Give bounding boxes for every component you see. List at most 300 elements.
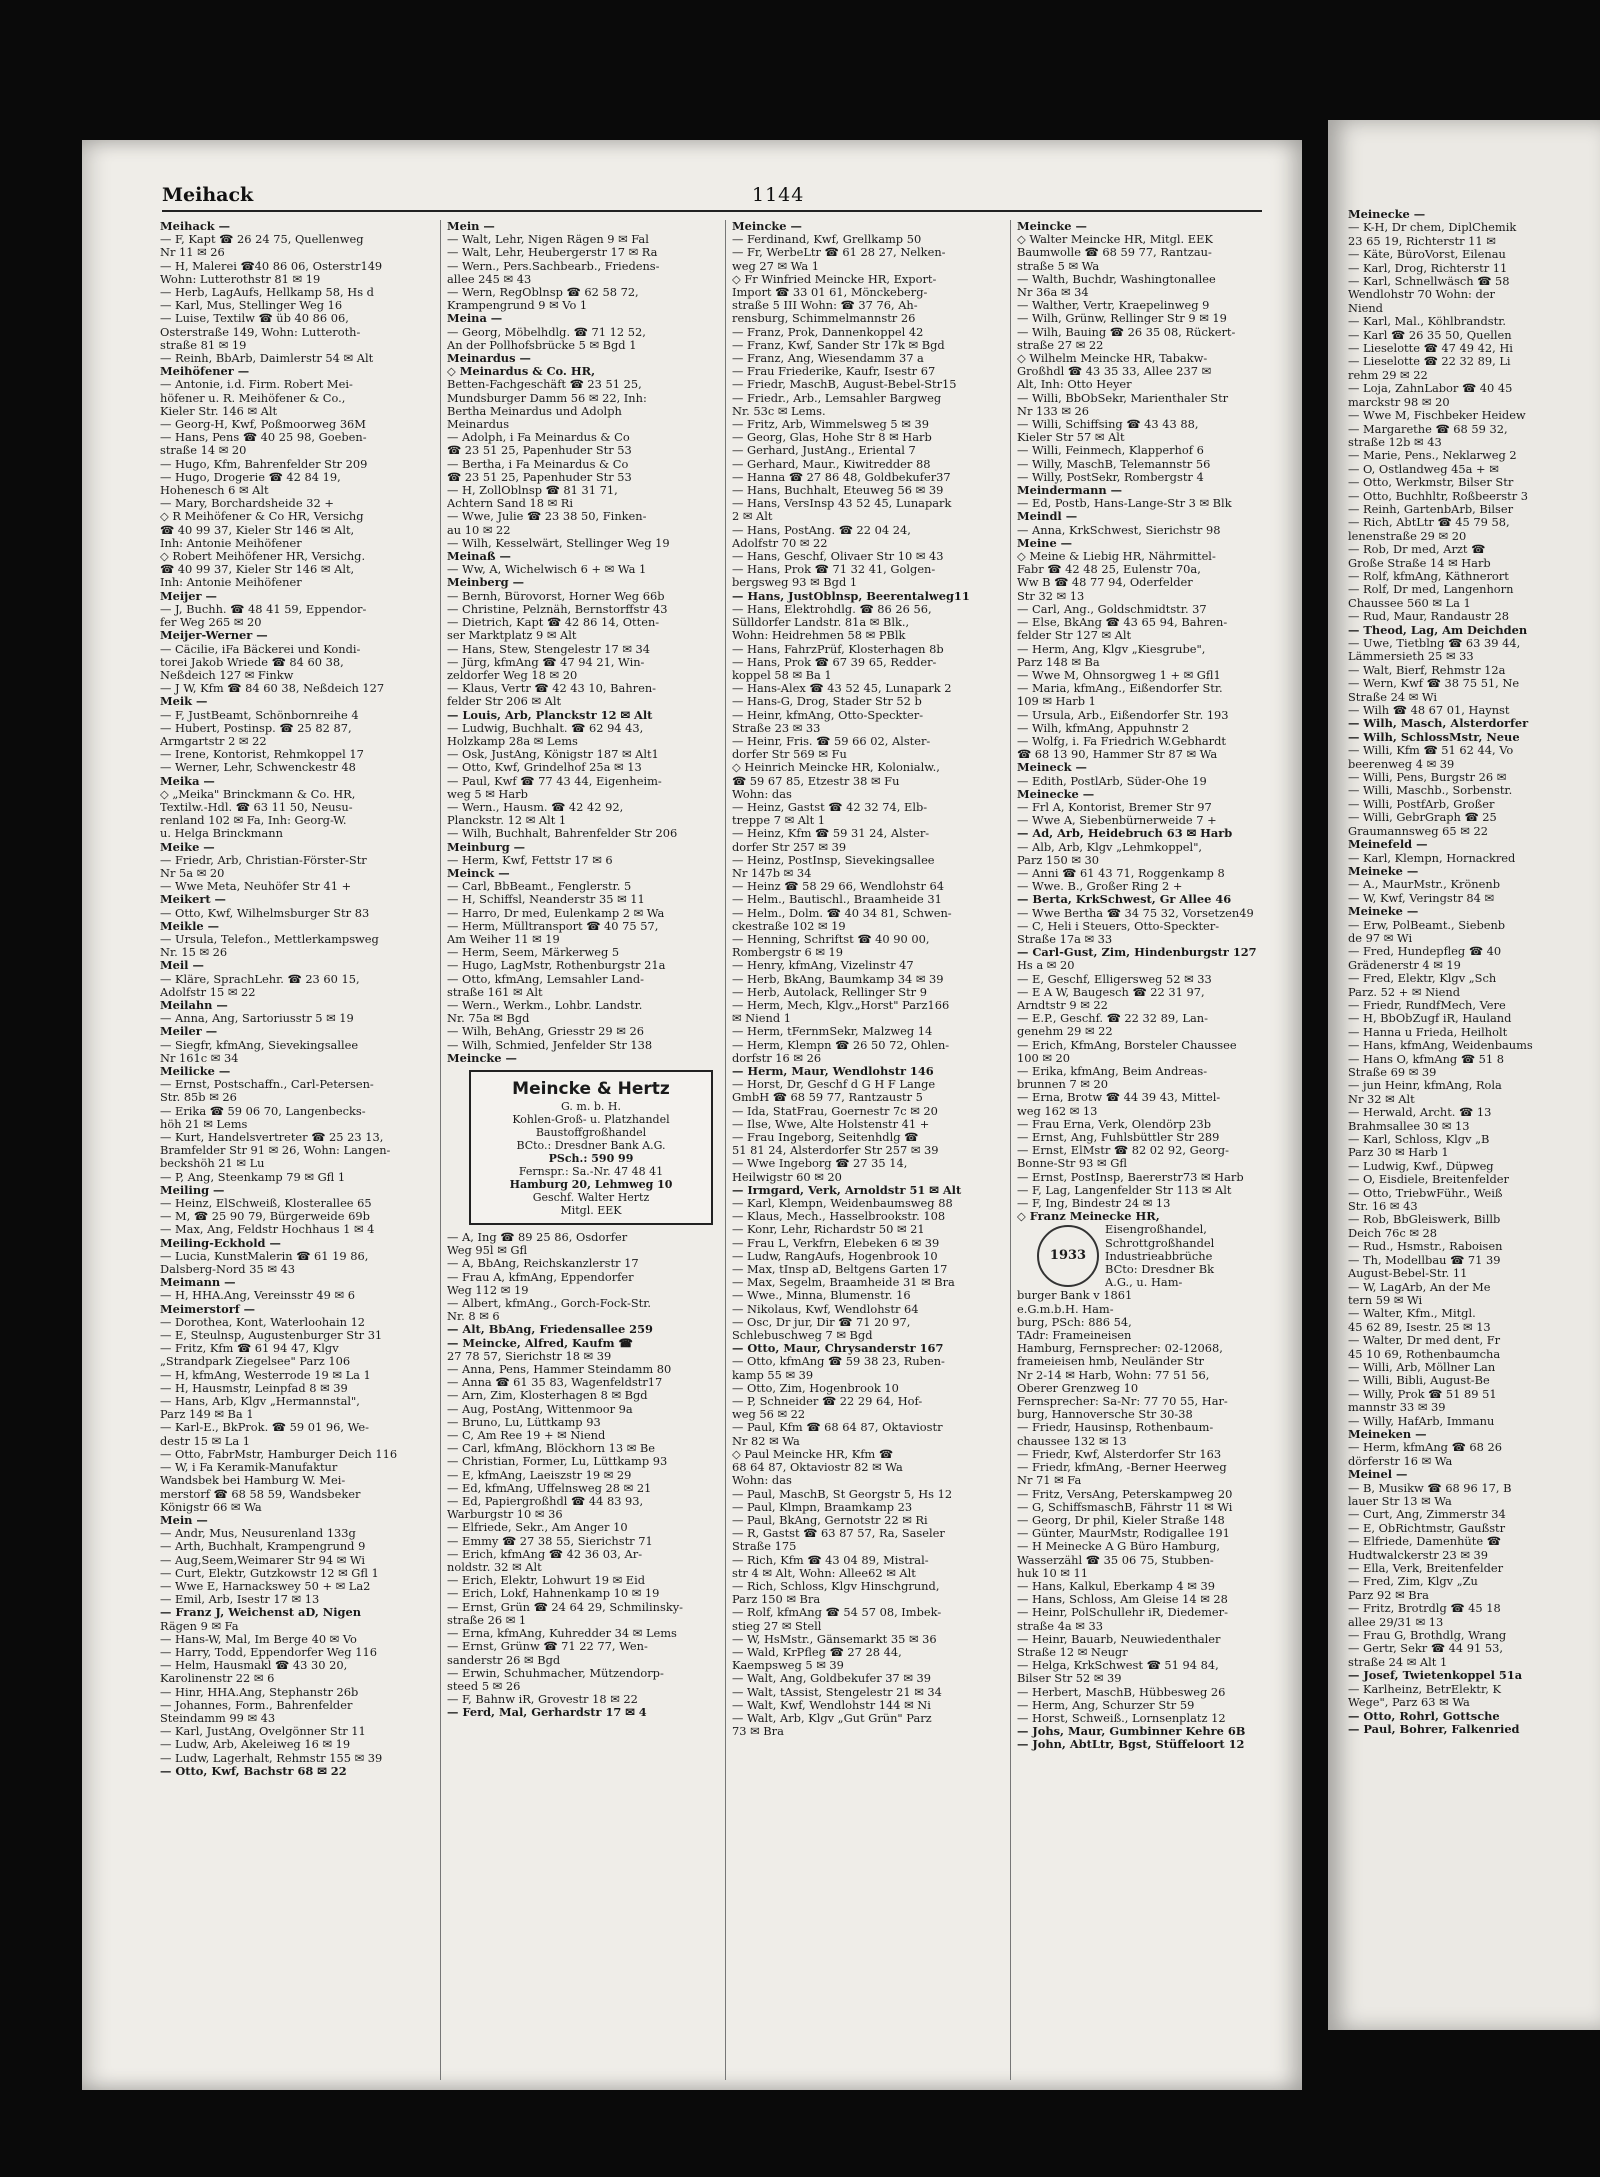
directory-entry: — Wwe M, Ohnsorgweg 1 + ✉ Gfl1 bbox=[1017, 668, 1221, 682]
directory-entry: — Klaus, Mech., Hasselbrookstr. 108 bbox=[732, 1210, 946, 1224]
directory-entry: 23 65 19, Richterstr 11 ✉ bbox=[1348, 234, 1496, 248]
directory-entry: — Karl, Klempn, Weidenbaumsweg 88 bbox=[732, 1197, 953, 1211]
directory-entry: — Max, Ang, Feldstr Hochhaus 1 ✉ 4 bbox=[160, 1223, 375, 1237]
directory-entry: — Otto, Kwf, Wilhelmsburger Str 83 bbox=[160, 906, 370, 920]
directory-entry: — E, Geschf, Elligersweg 52 ✉ 33 bbox=[1017, 972, 1212, 986]
directory-entry: brunnen 7 ✉ 20 bbox=[1017, 1078, 1108, 1092]
directory-entry: Nr 2-14 ✉ Harb, Wohn: 77 51 56, bbox=[1017, 1368, 1210, 1382]
directory-entry: — Rud, Maur, Randaustr 28 bbox=[1348, 610, 1510, 624]
directory-entry: — Willi, Bibli, August-Be bbox=[1348, 1374, 1490, 1388]
directory-entry: — Friedr., Arb., Lemsahler Bargweg bbox=[732, 391, 942, 405]
directory-entry: — C, Am Ree 19 + ✉ Niend bbox=[447, 1429, 606, 1443]
directory-entry: Inh: Antonie Meihöfener bbox=[160, 576, 302, 590]
directory-entry: Nr. 15 ✉ 26 bbox=[160, 946, 228, 960]
directory-entry: — Uwe, Tietblng ☎ 63 39 44, bbox=[1348, 637, 1521, 650]
column-4-entries bbox=[1017, 220, 1289, 1223]
directory-entry: höfener u. R. Meihöfener & Co., bbox=[160, 391, 346, 405]
directory-entry: — Erich, KfmAng, Borsteler Chaussee bbox=[1017, 1038, 1237, 1052]
directory-entry: zeldorfer Weg 18 ✉ 20 bbox=[447, 668, 578, 682]
directory-entry: — Ernst, Grün ☎ 24 64 29, Schmilinsky- bbox=[447, 1600, 683, 1614]
directory-entry: — Karlheinz, BetrElektr, K bbox=[1348, 1682, 1501, 1696]
directory-entry: — Dietrich, Kapt ☎ 42 86 14, Otten- bbox=[447, 616, 660, 630]
directory-entry: — Willi, Schiffsing ☎ 43 43 88, bbox=[1017, 418, 1199, 432]
directory-entry: — Herm, Maur, Wendlohstr 146 bbox=[732, 1065, 934, 1078]
directory-entry: — Rich, AbtLtr ☎ 45 79 58, bbox=[1348, 516, 1510, 530]
directory-entry: Textilw.-Hdl. ☎ 63 11 50, Neusu- bbox=[160, 800, 353, 814]
directory-entry: Parz 150 ✉ 30 bbox=[1017, 853, 1100, 867]
directory-entry: — Franz, Kwf, Sander Str 17k ✉ Bgd bbox=[732, 338, 945, 352]
directory-entry: Wasserzähl ☎ 35 06 75, Stubben- bbox=[1017, 1553, 1214, 1567]
directory-entry: — Hans, Schloss, Am Gleise 14 ✉ 28 bbox=[1017, 1593, 1228, 1607]
directory-entry: Meincke — bbox=[447, 1051, 517, 1065]
directory-entry: — Wern., Werkm., Lohbr. Landstr. bbox=[447, 998, 643, 1012]
directory-entry: — Christian, Former, Lu, Lüttkamp 93 bbox=[447, 1455, 668, 1469]
directory-entry: — Herm, Ang, Klgv „Kiesgrube", bbox=[1017, 642, 1206, 656]
directory-entry: ◇ Fr Winfried Meincke HR, Export- bbox=[732, 272, 937, 286]
directory-entry: — Ernst, Postschaffn., Carl-Petersen- bbox=[160, 1078, 374, 1092]
directory-entry: — Rud., Hsmstr., Raboisen bbox=[1348, 1240, 1503, 1254]
directory-entry: — Hans, Prok ☎ 71 32 41, Golgen- bbox=[732, 563, 936, 577]
directory-entry: — F, Bahnw iR, Grovestr 18 ✉ 22 bbox=[447, 1693, 638, 1707]
directory-entry: — Hans, VersInsp 43 52 45, Lunapark bbox=[732, 497, 952, 511]
directory-entry: Meineke — bbox=[1348, 905, 1419, 919]
directory-entry: ☎ 40 99 37, Kieler Str 146 ✉ Alt, bbox=[160, 523, 355, 537]
directory-entry: — Christine, Pelznäh, Bernstorffstr 43 bbox=[447, 602, 668, 616]
directory-entry: ✉ Niend 1 bbox=[732, 1012, 792, 1026]
directory-entry: — Werner, Lehr, Schwenckestr 48 bbox=[160, 761, 356, 775]
directory-entry: — Georg, Glas, Hohe Str 8 ✉ Harb bbox=[732, 431, 932, 445]
directory-entry: Meindermann — bbox=[1017, 484, 1123, 498]
directory-entry: — Otto, Zim, Hogenbrook 10 bbox=[732, 1381, 899, 1395]
directory-entry: Nr 11 ✉ 26 bbox=[160, 246, 225, 260]
directory-entry: — Willi, Maschb., Sorbenstr. bbox=[1348, 784, 1513, 798]
directory-entry: — Ludw, Arb, Akeleiweg 16 ✉ 19 bbox=[160, 1738, 351, 1752]
directory-entry: straße 24 ✉ Alt 1 bbox=[1348, 1655, 1448, 1669]
directory-entry: Holzkamp 28a ✉ Lems bbox=[447, 734, 578, 748]
directory-entry: Meineck — bbox=[1017, 761, 1087, 775]
directory-entry: — Ernst, Ang, Fuhlsbüttler Str 289 bbox=[1017, 1131, 1220, 1145]
directory-entry: — Paul, Bohrer, Falkenried bbox=[1348, 1722, 1520, 1736]
directory-entry: 109 ✉ Harb 1 bbox=[1017, 695, 1096, 709]
directory-entry: weg 162 ✉ 13 bbox=[1017, 1104, 1098, 1118]
directory-entry: Königstr 66 ✉ Wa bbox=[160, 1500, 262, 1514]
directory-entry: — Wald, KrPfleg ☎ 27 28 44, bbox=[732, 1645, 902, 1659]
directory-entry: 68 64 87, Oktaviostr 82 ✉ Wa bbox=[732, 1461, 903, 1475]
directory-entry: — Rolf, Dr med, Langenhorn bbox=[1348, 583, 1514, 597]
directory-entry: — Wilh, Bauing ☎ 26 35 08, Rückert- bbox=[1017, 325, 1236, 339]
company-seal: 1933 bbox=[1037, 1225, 1099, 1287]
directory-entry: — Fred, Zim, Klgv „Zu bbox=[1348, 1575, 1478, 1589]
directory-entry: — Anna, Pens, Hammer Steindamm 80 bbox=[447, 1363, 672, 1377]
directory-entry: — Reinh, GartenbArb, Bilser bbox=[1348, 502, 1514, 516]
directory-entry: — Siegfr, kfmAng, Sievekingsallee bbox=[160, 1038, 359, 1052]
directory-entry: straße 12b ✉ 43 bbox=[1348, 435, 1442, 449]
directory-entry: — Fr, WerbeLtr ☎ 61 28 27, Nelken- bbox=[732, 246, 946, 260]
directory-entry: Wohn: das bbox=[732, 787, 792, 801]
directory-entry: — Anna, KrkSchwest, Sierichstr 98 bbox=[1017, 523, 1221, 537]
directory-entry: — Hans O, kfmAng ☎ 51 8 bbox=[1348, 1052, 1505, 1066]
directory-entry: — Georg-H, Kwf, Poßmoorweg 36M bbox=[160, 418, 366, 432]
directory-entry: — Johs, Maur, Gumbinner Kehre 6B bbox=[1017, 1725, 1246, 1739]
directory-entry: Parz 92 ✉ Bra bbox=[1348, 1588, 1429, 1602]
directory-entry: — Mary, Borchardsheide 32 + bbox=[160, 497, 334, 511]
directory-entry: — Arn, Zim, Klosterhagen 8 ✉ Bgd bbox=[447, 1389, 648, 1403]
directory-entry: 27 78 57, Sierichstr 18 ✉ 39 bbox=[447, 1349, 612, 1363]
directory-entry: — Paul, BkAng, Gernotstr 22 ✉ Ri bbox=[732, 1513, 928, 1527]
directory-entry: — Hugo, Drogerie ☎ 42 84 19, bbox=[160, 470, 341, 484]
directory-entry: — Albert, kfmAng., Gorch-Fock-Str. bbox=[447, 1297, 652, 1311]
directory-entry: — John, AbtLtr, Bgst, Stüffeloort 12 bbox=[1017, 1738, 1245, 1752]
directory-entry: — Heinz, PostInsp, Sievekingsallee bbox=[732, 853, 935, 867]
directory-entry: ☎ 59 67 85, Etzestr 38 ✉ Fu bbox=[732, 774, 900, 788]
directory-entry: — Aug, PostAng, Wittenmoor 9a bbox=[447, 1402, 633, 1416]
directory-entry: Arndtstr 9 ✉ 22 bbox=[1017, 998, 1108, 1012]
directory-entry: — Karl, Schnellwäsch ☎ 58 bbox=[1348, 275, 1510, 289]
directory-entry: — W, i Fa Keramik-Manufaktur bbox=[160, 1461, 338, 1475]
directory-entry: Warburgstr 10 ✉ 36 bbox=[447, 1508, 563, 1522]
directory-entry: — Heinz, Kfm ☎ 59 31 24, Alster- bbox=[732, 827, 930, 841]
directory-entry: ◇ Meinardus & Co. HR, bbox=[447, 365, 596, 379]
directory-entry: — Rob, Dr med, Arzt ☎ bbox=[1348, 543, 1486, 557]
directory-entry: Neßdeich 127 ✉ Finkw bbox=[160, 668, 294, 682]
directory-entry: — Otto, Kwf, Bachstr 68 ✉ 22 bbox=[160, 1764, 347, 1778]
directory-entry: Nr 161c ✉ 34 bbox=[160, 1051, 239, 1065]
directory-entry: — H, BbObZugf iR, Hauland bbox=[1348, 1012, 1512, 1026]
directory-entry: — Wilh, Masch, Alsterdorfer bbox=[1348, 717, 1529, 731]
directory-entry: — Carl, Ang., Goldschmidtstr. 37 bbox=[1017, 602, 1207, 616]
directory-entry: Str. 85b ✉ 26 bbox=[160, 1091, 237, 1105]
directory-entry: — Margarethe ☎ 68 59 32, bbox=[1348, 422, 1508, 436]
directory-entry: — Karl, JustAng, Ovelgönner Str 11 bbox=[160, 1725, 366, 1739]
directory-entry: — Elfriede, Damenhüte ☎ bbox=[1348, 1535, 1501, 1549]
directory-entry: — Rolf, kfmAng, Käthnerort bbox=[1348, 569, 1509, 583]
directory-entry: Bramfelder Str 91 ✉ 26, Wohn: Langen- bbox=[160, 1144, 391, 1158]
directory-entry: Mein — bbox=[447, 220, 495, 233]
directory-entry: — Hans, FahrzPrüf, Klosterhagen 8b bbox=[732, 642, 944, 656]
directory-entry: — Günter, MaurMstr, Rodigallee 191 bbox=[1017, 1527, 1230, 1541]
directory-entry: — Herwald, Archt. ☎ 13 bbox=[1348, 1106, 1492, 1120]
directory-entry: renland 102 ✉ Fa, Inh: Georg-W. bbox=[160, 814, 347, 828]
directory-entry: — Horst, Dr, Geschf d G H F Lange bbox=[732, 1078, 936, 1092]
directory-entry: frameieisen hmb, Neuländer Str bbox=[1017, 1355, 1204, 1369]
directory-entry: — Willi, GebrGraph ☎ 25 bbox=[1348, 811, 1497, 825]
column-4-entries-cont bbox=[1017, 1223, 1289, 1751]
directory-entry: — Wwe. B., Großer Ring 2 + bbox=[1017, 880, 1183, 894]
directory-entry: Meinaß — bbox=[447, 550, 511, 564]
directory-entry: Grädenerstr 4 ✉ 19 bbox=[1348, 958, 1461, 972]
directory-entry: — Erwin, Schuhmacher, Mützendorp- bbox=[447, 1666, 664, 1680]
directory-entry: ◇ Heinrich Meincke HR, Kolonialw., bbox=[732, 761, 940, 775]
directory-entry: — Hanna ☎ 27 86 48, Goldbekufer37 bbox=[732, 470, 951, 484]
directory-entry: Planckstr. 12 ✉ Alt 1 bbox=[447, 814, 567, 828]
directory-entry: — Klaus, Vertr ☎ 42 43 10, Bahren- bbox=[447, 682, 657, 696]
directory-entry: Wandsbek bei Hamburg W. Mei- bbox=[160, 1474, 346, 1488]
directory-entry: — O, Ostlandweg 45a + ✉ bbox=[1348, 462, 1499, 476]
directory-entry: koppel 58 ✉ Ba 1 bbox=[732, 668, 832, 682]
directory-entry: Brahmsallee 30 ✉ 13 bbox=[1348, 1119, 1470, 1133]
directory-entry: — Erich, Lokf, Hahnenkamp 10 ✉ 19 bbox=[447, 1587, 660, 1601]
directory-entry: rensburg, Schimmelmannstr 26 bbox=[732, 312, 916, 326]
directory-entry: — Ernst, Grünw ☎ 71 22 77, Wen- bbox=[447, 1640, 648, 1654]
directory-entry: — Herm, Ang, Schurzer Str 59 bbox=[1017, 1698, 1195, 1712]
directory-entry: Weg 112 ✉ 19 bbox=[447, 1283, 529, 1297]
directory-entry: — F, Ing, Bindestr 24 ✉ 13 bbox=[1017, 1197, 1171, 1211]
directory-entry: Kieler Str. 146 ✉ Alt bbox=[160, 404, 278, 418]
directory-entry: — H, HHA.Ang, Vereinsstr 49 ✉ 6 bbox=[160, 1289, 355, 1303]
ad-line: Fernspr.: Sa.-Nr. 47 48 41 bbox=[518, 1165, 664, 1178]
directory-entry: Industrieabbrüche bbox=[1105, 1249, 1213, 1263]
directory-entry: — Wilh, Schmied, Jenfelder Str 138 bbox=[447, 1038, 653, 1052]
directory-entry: dorfer Str 569 ✉ Fu bbox=[732, 748, 847, 762]
directory-entry: — Wilh, kfmAng, Appuhnstr 2 bbox=[1017, 721, 1189, 735]
directory-entry: ser Marktplatz 9 ✉ Alt bbox=[447, 629, 577, 643]
directory-entry: — Willi, BbObSekr, Marienthaler Str bbox=[1017, 391, 1229, 405]
directory-entry: — Heinz, ElSchweiß, Klosterallee 65 bbox=[160, 1197, 372, 1211]
directory-entry: — Carl-Gust, Zim, Hindenburgstr 127 bbox=[1017, 946, 1257, 960]
directory-entry: Steindamm 99 ✉ 43 bbox=[160, 1711, 276, 1725]
directory-entry: — E.P., Geschf. ☎ 22 32 89, Lan- bbox=[1017, 1012, 1208, 1026]
directory-entry: — M, ☎ 25 90 79, Bürgerweide 69b bbox=[160, 1210, 370, 1224]
directory-entry: Meinecke — bbox=[1017, 787, 1095, 801]
directory-entry: Fernsprecher: Sa-Nr: 77 70 55, Har- bbox=[1017, 1395, 1228, 1409]
directory-entry: — Walt, Lehr, Heubergerstr 17 ✉ Ra bbox=[447, 246, 658, 260]
directory-entry: — Ed, kfmAng, Uffelnsweg 28 ✉ 21 bbox=[447, 1481, 652, 1495]
directory-entry: — Irene, Kontorist, Rehmkoppel 17 bbox=[160, 748, 364, 762]
directory-entry: Hamburg, Fernsprecher: 02-12068, bbox=[1017, 1342, 1223, 1356]
directory-entry: — Marie, Pens., Neklarweg 2 bbox=[1348, 449, 1517, 463]
directory-entry: — Antonie, i.d. Firm. Robert Mei- bbox=[160, 378, 353, 392]
directory-entry: — Walter, Kfm., Mitgl. bbox=[1348, 1307, 1476, 1321]
directory-entry: ◇ Walter Meincke HR, Mitgl. EEK bbox=[1017, 233, 1213, 247]
directory-entry: — Heinz ☎ 58 29 66, Wendlohstr 64 bbox=[732, 880, 945, 894]
column-3 bbox=[725, 220, 1004, 2080]
directory-entry: Meike — bbox=[160, 840, 215, 854]
directory-entry: — Hans, Elektrohdlg. ☎ 86 26 56, bbox=[732, 602, 932, 616]
directory-entry: — Ferd, Mal, Gerhardstr 17 ✉ 4 bbox=[447, 1706, 647, 1720]
directory-entry: 51 81 24, Alsterdorfer Str 257 ✉ 39 bbox=[732, 1144, 939, 1158]
directory-entry: — Erich, Elektr, Lohwurt 19 ✉ Eid bbox=[447, 1574, 646, 1588]
directory-entry: Meina — bbox=[447, 312, 503, 326]
directory-entry: Lämmersieth 25 ✉ 33 bbox=[1348, 650, 1474, 664]
directory-entry: A.G., u. Ham- bbox=[1105, 1276, 1183, 1290]
directory-entry: torei Jakob Wriede ☎ 84 60 38, bbox=[160, 655, 344, 669]
directory-entry: — Theod, Lag, Am Deichden bbox=[1348, 623, 1528, 637]
directory-entry: Meineken — bbox=[1348, 1427, 1427, 1441]
directory-entry: Graumannsweg 65 ✉ 22 bbox=[1348, 824, 1488, 838]
directory-entry: — Hans, Stew, Stengelestr 17 ✉ 34 bbox=[447, 642, 651, 656]
directory-entry: Meiler — bbox=[160, 1025, 218, 1039]
directory-entry: mannstr 33 ✉ 39 bbox=[1348, 1401, 1446, 1415]
directory-entry: An der Pollhofsbrücke 5 ✉ Bgd 1 bbox=[447, 338, 637, 352]
directory-entry: Parz 149 ✉ Ba 1 bbox=[160, 1408, 254, 1422]
directory-entry: — Friedr, MaschB, August-Bebel-Str15 bbox=[732, 378, 957, 392]
directory-entry: — Heinr, Bauarb, Neuwiedenthaler bbox=[1017, 1632, 1221, 1646]
directory-entry: — Wilh, Kesselwärt, Stellinger Weg 19 bbox=[447, 536, 670, 550]
directory-entry: Meinberg — bbox=[447, 576, 524, 590]
directory-entry: — Wwe E, Harnackswey 50 + ✉ La2 bbox=[160, 1579, 371, 1593]
directory-entry: Bilser Str 52 ✉ 39 bbox=[1017, 1672, 1122, 1686]
directory-entry: Meinecke — bbox=[1348, 208, 1426, 221]
column-2-entries-cont bbox=[447, 1231, 719, 1720]
directory-entry: — Edith, PostlArb, Süder-Ohe 19 bbox=[1017, 774, 1207, 788]
directory-entry: Kieler Str 57 ✉ Alt bbox=[1017, 431, 1125, 445]
ad-line: Hamburg 20, Lehmweg 10 bbox=[509, 1178, 673, 1191]
directory-entry: — F, Lag, Langenfelder Str 113 ✉ Alt bbox=[1017, 1183, 1232, 1197]
directory-entry: — Rich, Kfm ☎ 43 04 89, Mistral- bbox=[732, 1553, 929, 1567]
directory-entry: — Erika ☎ 59 06 70, Langenbecks- bbox=[160, 1104, 366, 1118]
directory-entry: — Herbert, MaschB, Hübbesweg 26 bbox=[1017, 1685, 1226, 1699]
directory-entry: straße 27 ✉ 22 bbox=[1017, 338, 1104, 352]
directory-entry: Adolfstr 70 ✉ 22 bbox=[732, 536, 828, 550]
directory-entry: — Wwe M, Fischbeker Heidew bbox=[1348, 409, 1526, 423]
directory-entry: Weg 95l ✉ Gfl bbox=[447, 1244, 528, 1258]
directory-entry: — Ludw, RangAufs, Hogenbrook 10 bbox=[732, 1249, 938, 1263]
directory-entry: Großhdl ☎ 43 35 33, Allee 237 ✉ bbox=[1017, 365, 1212, 379]
directory-entry: — Friedr, kfmAng, -Berner Heerweg bbox=[1017, 1461, 1227, 1475]
directory-entry: Fabr ☎ 42 48 25, Eulenstr 70a, bbox=[1017, 563, 1201, 577]
directory-entry: — Ludwig, Buchhalt. ☎ 62 94 43, bbox=[447, 721, 644, 735]
directory-entry: — Ed, Papiergroßhdl ☎ 44 83 93, bbox=[447, 1495, 644, 1509]
directory-entry: — Wilh, Grünw, Rellinger Str 9 ✉ 19 bbox=[1017, 312, 1227, 326]
directory-entry: — Hans, Kalkul, Eberkamp 4 ✉ 39 bbox=[1017, 1579, 1215, 1593]
directory-entry: Meijer — bbox=[160, 589, 217, 603]
directory-entry: Hs a ✉ 20 bbox=[1017, 959, 1075, 973]
directory-entry: — jun Heinr, kfmAng, Rola bbox=[1348, 1079, 1502, 1093]
directory-entry: — Erna, Brotw ☎ 44 39 43, Mittel- bbox=[1017, 1091, 1221, 1105]
directory-entry: chaussee 132 ✉ 13 bbox=[1017, 1434, 1127, 1448]
facing-page bbox=[1328, 120, 1600, 2030]
directory-entry: — P, Schneider ☎ 22 29 64, Hof- bbox=[732, 1395, 923, 1409]
directory-entry: straße 4a ✉ 33 bbox=[1017, 1619, 1103, 1633]
directory-entry: — Walter, Dr med dent, Fr bbox=[1348, 1334, 1501, 1348]
directory-entry: — H Meinecke A G Büro Hamburg, bbox=[1017, 1540, 1221, 1554]
directory-entry: straße 14 ✉ 20 bbox=[160, 444, 247, 458]
directory-entry: Meinefeld — bbox=[1348, 838, 1428, 852]
directory-entry: Meimann — bbox=[160, 1276, 236, 1290]
directory-entry: — J, Buchh. ☎ 48 41 59, Eppendor- bbox=[160, 602, 367, 616]
directory-entry: — Walther, Vertr, Kraepelinweg 9 bbox=[1017, 299, 1210, 313]
directory-entry: — Walt, Lehr, Nigen Rägen 9 ✉ Fal bbox=[447, 233, 649, 247]
directory-entry: — Wilh, BehAng, Griesstr 29 ✉ 26 bbox=[447, 1025, 644, 1039]
directory-entry: — Th, Modellbau ☎ 71 39 bbox=[1348, 1253, 1501, 1267]
directory-entry: marckstr 98 ✉ 20 bbox=[1348, 395, 1450, 409]
directory-entry: — Hans, Buchhalt, Eteuweg 56 ✉ 39 bbox=[732, 484, 944, 498]
directory-entry: — Ed, Postb, Hans-Lange-Str 3 ✉ Blk bbox=[1017, 497, 1232, 511]
directory-entry: dorfer Str 257 ✉ 39 bbox=[732, 840, 847, 854]
directory-entry: Meihack — bbox=[160, 220, 231, 233]
directory-entry: — E, Steulnsp, Augustenburger Str 31 bbox=[160, 1329, 383, 1343]
directory-entry: — Georg, Möbelhdlg. ☎ 71 12 52, bbox=[447, 325, 646, 339]
directory-entry: straße 161 ✉ Alt bbox=[447, 985, 543, 999]
directory-entry: Große Straße 14 ✉ Harb bbox=[1348, 556, 1491, 570]
directory-entry: — Louis, Arb, Planckstr 12 ✉ Alt bbox=[447, 708, 653, 722]
directory-entry: — Max, tInsp aD, Beltgens Garten 17 bbox=[732, 1263, 948, 1277]
directory-entry: 45 62 89, Isestr. 25 ✉ 13 bbox=[1348, 1320, 1491, 1334]
directory-entry: — Herm, tFernmSekr, Malzweg 14 bbox=[732, 1025, 933, 1039]
directory-entry: Straße 24 ✉ Wi bbox=[1348, 690, 1438, 704]
directory-entry: Nr 147b ✉ 34 bbox=[732, 866, 812, 880]
directory-entry: — Fritz, Kfm ☎ 61 94 47, Klgv bbox=[160, 1342, 339, 1356]
directory-entry: Meiling-Eckhold — bbox=[160, 1236, 281, 1250]
directory-entry: ☎ 23 51 25, Papenhuder Str 53 bbox=[447, 470, 632, 484]
directory-entry: Meijer-Werner — bbox=[160, 629, 268, 643]
directory-entry: Eisengroßhandel, bbox=[1105, 1223, 1207, 1237]
directory-entry: allee 245 ✉ 43 bbox=[447, 272, 532, 286]
directory-entry: — Willi, PostfArb, Großer bbox=[1348, 797, 1495, 811]
directory-entry: — Otto, Rohrl, Gottsche bbox=[1348, 1709, 1500, 1723]
directory-entry: — H, kfmAng, Westerrode 19 ✉ La 1 bbox=[160, 1368, 371, 1382]
running-head: Meihack bbox=[162, 184, 254, 206]
directory-entry: — Willi, Kfm ☎ 51 62 44, Vo bbox=[1348, 744, 1514, 758]
directory-entry: — Aug,Seem,Weimarer Str 94 ✉ Wi bbox=[160, 1553, 366, 1567]
directory-entry: — Walth, Buchdr, Washingtonallee bbox=[1017, 272, 1216, 286]
directory-entry: — Ad, Arb, Heidebruch 63 ✉ Harb bbox=[1017, 827, 1233, 841]
directory-entry: Wohn: Heidrehmen 58 ✉ PBlk bbox=[732, 629, 906, 643]
directory-entry: — Erich, kfmAng ☎ 42 36 03, Ar- bbox=[447, 1547, 643, 1561]
directory-entry: dörferstr 16 ✉ Wa bbox=[1348, 1454, 1453, 1468]
directory-entry: Heilwigstr 60 ✉ 20 bbox=[732, 1170, 842, 1184]
directory-entry: — Rob, BbGleiswerk, Billb bbox=[1348, 1213, 1501, 1227]
directory-entry: — Else, BkAng ☎ 43 65 94, Bahren- bbox=[1017, 616, 1228, 630]
directory-entry: — Hans, Pens ☎ 40 25 98, Goeben- bbox=[160, 431, 367, 445]
directory-entry: Am Weiher 11 ✉ 19 bbox=[447, 932, 560, 946]
ad-line: Baustoffgroßhandel bbox=[535, 1126, 647, 1139]
directory-entry: — Ursula, Telefon., Mettlerkampsweg bbox=[160, 932, 379, 946]
directory-entry: Deich 76c ✉ 28 bbox=[1348, 1226, 1438, 1240]
directory-entry: — Helga, KrkSchwest ☎ 51 94 84, bbox=[1017, 1659, 1219, 1673]
directory-entry: — B, Musikw ☎ 68 96 17, B bbox=[1348, 1481, 1512, 1495]
directory-entry: — Dorothea, Kont, Waterloohain 12 bbox=[160, 1315, 366, 1329]
directory-entry: — Paul, Klmpn, Braamkamp 23 bbox=[732, 1500, 913, 1514]
directory-entry: tern 59 ✉ Wi bbox=[1348, 1293, 1423, 1307]
directory-entry: — Frau G, Brothdlg, Wrang bbox=[1348, 1629, 1507, 1643]
directory-entry: treppe 7 ✉ Alt 1 bbox=[732, 814, 826, 828]
directory-entry: Meil — bbox=[160, 959, 204, 973]
directory-entry: — W, Kwf, Veringstr 84 ✉ bbox=[1348, 891, 1495, 905]
directory-entry: — Hugo, LagMstr, Rothenburgstr 21a bbox=[447, 959, 666, 973]
directory-entry: — Ernst, ElMstr ☎ 82 02 92, Georg- bbox=[1017, 1144, 1229, 1158]
directory-entry: — Walt, Bierf, Rehmstr 12a bbox=[1348, 663, 1506, 677]
directory-entry: Karolinenstr 22 ✉ 6 bbox=[160, 1672, 275, 1686]
directory-entry: — Harry, Todd, Eppendorfer Weg 116 bbox=[160, 1645, 377, 1659]
directory-entry: — Otto, kfmAng ☎ 59 38 23, Ruben- bbox=[732, 1355, 945, 1369]
directory-entry: Meinardus bbox=[447, 418, 510, 432]
directory-entry: straße 5 ✉ Wa bbox=[1017, 259, 1100, 273]
directory-entry: — Reinh, BbArb, Daimlerstr 54 ✉ Alt bbox=[160, 352, 374, 366]
ad-lines bbox=[475, 1100, 707, 1217]
directory-entry: Parz 148 ✉ Ba bbox=[1017, 655, 1100, 669]
directory-entry: 73 ✉ Bra bbox=[732, 1725, 784, 1739]
directory-entry: Armgartstr 2 ✉ 22 bbox=[160, 734, 267, 748]
directory-entry: — Otto, Werkmstr, Bilser Str bbox=[1348, 476, 1514, 490]
directory-entry: — Karl-E., BkProk. ☎ 59 01 96, We- bbox=[160, 1421, 369, 1435]
directory-entry: Ww B ☎ 48 77 94, Oderfelder bbox=[1017, 576, 1193, 590]
directory-entry: Rägen 9 ✉ Fa bbox=[160, 1619, 239, 1633]
directory-entry: — Walt, Kwf, Wendlohstr 144 ✉ Ni bbox=[732, 1698, 931, 1712]
directory-entry: de 97 ✉ Wi bbox=[1348, 931, 1413, 945]
directory-entry: 100 ✉ 20 bbox=[1017, 1051, 1071, 1065]
directory-entry: — Frl A, Kontorist, Bremer Str 97 bbox=[1017, 800, 1212, 814]
directory-entry: Meincke — bbox=[1017, 220, 1087, 233]
directory-entry: lenenstraße 29 ✉ 20 bbox=[1348, 529, 1467, 543]
directory-entry: Nr. 8 ✉ 6 bbox=[447, 1310, 500, 1324]
directory-entry: — E, kfmAng, Laeiszstr 19 ✉ 29 bbox=[447, 1468, 632, 1482]
directory-entry: — Anna ☎ 61 35 83, Wagenfeldstr17 bbox=[447, 1376, 663, 1390]
directory-entry: merstorf ☎ 68 58 59, Wandsbeker bbox=[160, 1487, 361, 1501]
directory-entry: — Arth, Buchhalt, Krampengrund 9 bbox=[160, 1540, 366, 1554]
directory-entry: Meindl — bbox=[1017, 510, 1078, 524]
directory-entry: — C, Heli i Steuers, Otto-Speckter- bbox=[1017, 919, 1220, 933]
